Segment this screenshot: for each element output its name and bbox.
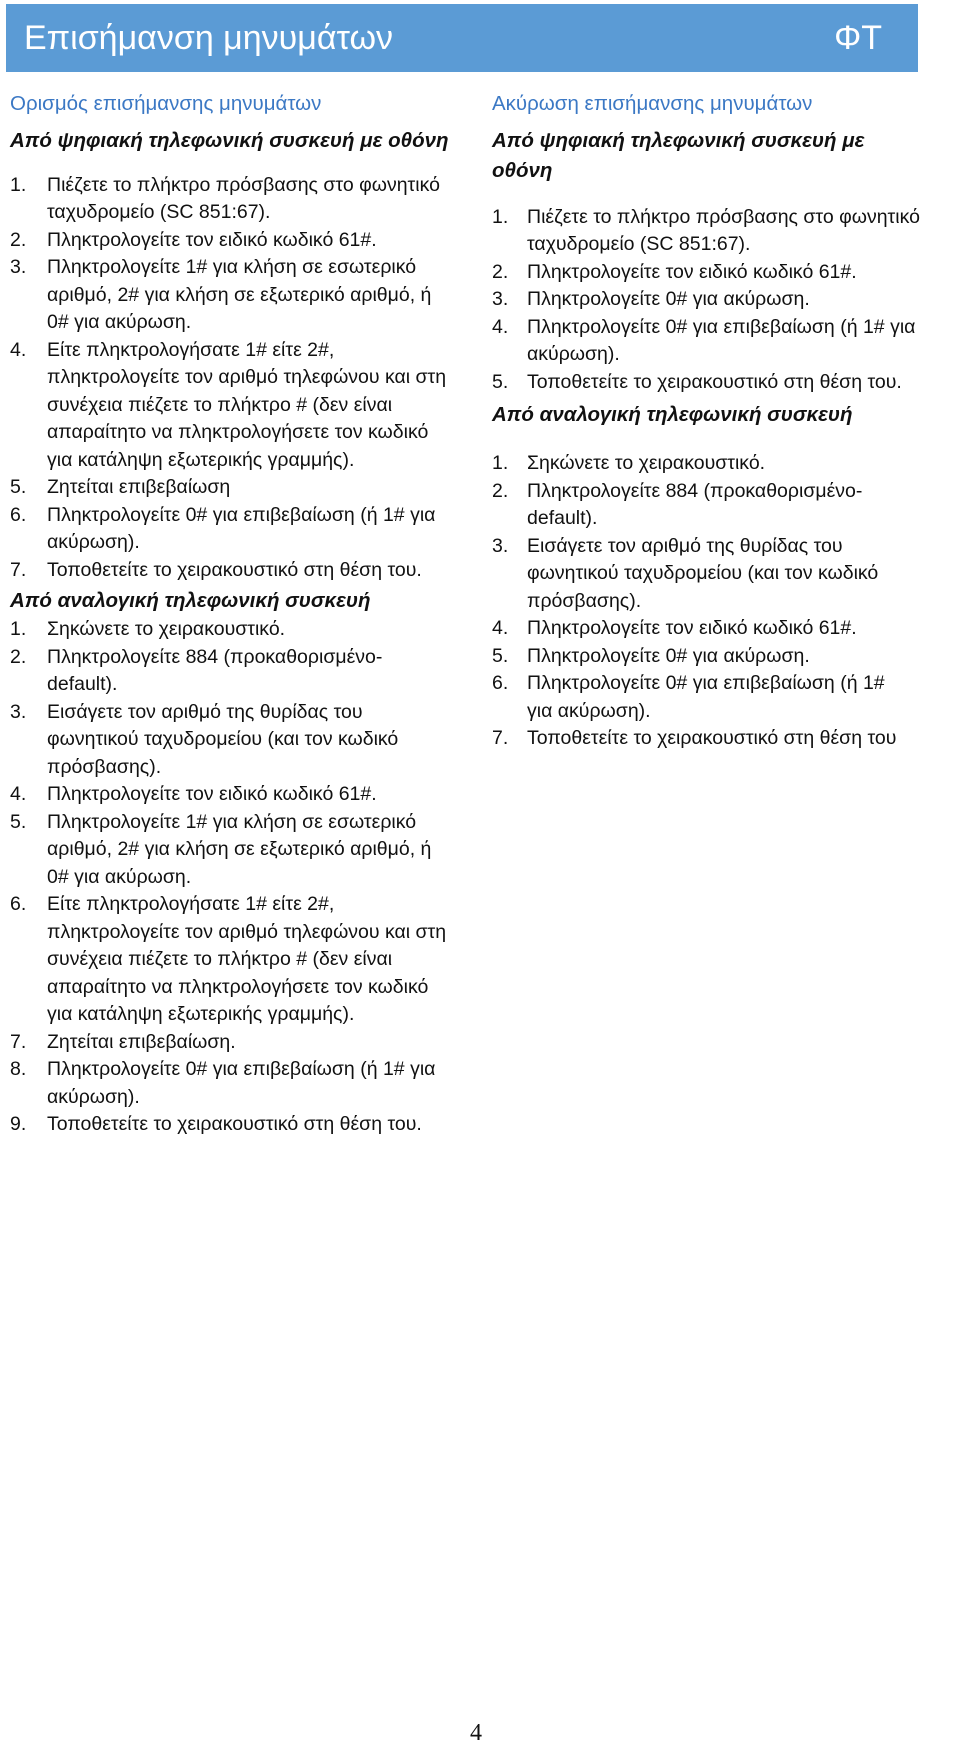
step-number: 3. bbox=[492, 288, 509, 310]
step-text: Πληκτρολογείτε 884 (προκαθορισμένο-default). bbox=[47, 645, 383, 695]
digital-phone-subtitle: Από ψηφιακή τηλεφωνική συσκευή με οθόνη bbox=[10, 128, 449, 152]
step-item bbox=[492, 450, 912, 478]
step-number: 6. bbox=[492, 672, 509, 694]
step-item bbox=[10, 502, 450, 557]
step-text: Πληκτρολογείτε 0# για επιβεβαίωση (ή 1# για ακύρωση). bbox=[527, 315, 916, 365]
step-item bbox=[492, 314, 952, 369]
step-number: 1. bbox=[492, 205, 509, 228]
step-number: 1. bbox=[10, 618, 27, 640]
step-item bbox=[492, 670, 912, 725]
step-text: Τοποθετείτε το χειρακουστικό στη θέση του. bbox=[47, 1113, 422, 1135]
step-item bbox=[10, 1056, 450, 1111]
step-text: Πληκτρολογείτε 0# για επιβεβαίωση (ή 1# για ακύρωση). bbox=[47, 1058, 436, 1108]
step-item bbox=[10, 644, 450, 699]
step-item bbox=[10, 1029, 450, 1057]
step-text: Τοποθετείτε το χειρακουστικό στη θέση του. bbox=[47, 558, 422, 581]
section-title: Ορισμός επισήμανσης μηνυμάτων bbox=[10, 92, 322, 115]
step-item bbox=[492, 615, 912, 643]
step-item bbox=[10, 254, 450, 337]
step-text: Είτε πληκτρολογήσατε 1# είτε 2#, πληκτρολογείτε τον αριθμό τηλεφώνου και στη συνέχεια πιέζετε το πλήκτρο # (δεν είναι απαραίτητο να πληκτρολογήσετε τον κωδικό για κατάληψη εξωτερικής γραμμής). bbox=[47, 893, 447, 1025]
step-text: Πιέζετε το πλήκτρο πρόσβασης στο φωνητικό ταχυδρομείο (SC 851:67). bbox=[527, 205, 920, 255]
step-item bbox=[492, 478, 912, 533]
step-text: Πληκτρολογείτε 0# για ακύρωση. bbox=[527, 644, 810, 667]
step-text: Πληκτρολογείτε τον ειδικό κωδικό 61#. bbox=[527, 617, 857, 639]
section-title: Ακύρωση επισήμανσης μηνυμάτων bbox=[492, 92, 813, 115]
step-number: 6. bbox=[10, 893, 27, 915]
step-text: Πιέζετε το πλήκτρο πρόσβασης στο φωνητικό ταχυδρομείο (SC 851:67). bbox=[47, 173, 440, 223]
language-code: ΦΤ bbox=[834, 19, 882, 57]
step-text: Πληκτρολογείτε 1# για κλήση σε εσωτερικό αριθμό, 2# για κλήση σε εξωτερικό αριθμό, ή 0# για ακύρωση. bbox=[47, 256, 432, 333]
page-header bbox=[6, 4, 918, 72]
step-text: Πληκτρολογείτε 1# για κλήση σε εσωτερικό αριθμό, 2# για κλήση σε εξωτερικό αριθμό, ή 0# για ακύρωση. bbox=[47, 810, 432, 888]
step-item bbox=[492, 369, 952, 397]
step-number: 2. bbox=[10, 645, 27, 668]
step-number: 8. bbox=[10, 1058, 27, 1080]
step-number: 1. bbox=[492, 452, 509, 474]
digital-phone-subtitle: Από ψηφιακή τηλεφωνική συσκευή με οθόνη bbox=[492, 128, 865, 182]
step-text: Πληκτρολογείτε τον ειδικό κωδικό 61#. bbox=[527, 260, 857, 283]
step-item bbox=[492, 286, 952, 314]
step-number: 5. bbox=[10, 810, 27, 833]
steps-list bbox=[10, 172, 450, 585]
step-item bbox=[10, 337, 450, 475]
analog-phone-subtitle: Από αναλογική τηλεφωνική συσκευή bbox=[10, 589, 371, 612]
step-item bbox=[492, 725, 912, 753]
step-text: Πληκτρολογείτε 0# για ακύρωση. bbox=[527, 288, 810, 310]
step-text: Εισάγετε τον αριθμό της θυρίδας του φωνητικού ταχυδρομείου (και τον κωδικό πρόσβασης). bbox=[527, 534, 879, 612]
step-number: 2. bbox=[492, 479, 509, 502]
step-item bbox=[492, 259, 952, 287]
step-item bbox=[10, 474, 450, 502]
step-number: 4. bbox=[492, 617, 509, 639]
step-number: 5. bbox=[492, 370, 509, 393]
step-number: 7. bbox=[10, 558, 27, 581]
step-number: 5. bbox=[10, 476, 27, 498]
step-number: 4. bbox=[492, 315, 509, 338]
steps-list bbox=[10, 616, 450, 1139]
step-number: 7. bbox=[492, 727, 509, 749]
step-text: Είτε πληκτρολογήσατε 1# είτε 2#, πληκτρολογείτε τον αριθμό τηλεφώνου και στη συνέχεια πιέζετε το πλήκτρο # (δεν είναι απαραίτητο να πληκτρολογήσετε τον κωδικό για κατάληψη εξωτερικής γραμμής). bbox=[47, 338, 447, 471]
step-item bbox=[10, 809, 450, 892]
step-text: Σηκώνετε το χειρακουστικό. bbox=[47, 618, 286, 640]
step-item bbox=[10, 1111, 450, 1139]
step-number: 2. bbox=[492, 260, 509, 283]
step-number: 7. bbox=[10, 1030, 27, 1053]
page-title: Επισήμανση μηνυμάτων bbox=[24, 19, 394, 57]
step-text: Πληκτρολογείτε 0# για επιβεβαίωση (ή 1# για ακύρωση). bbox=[527, 672, 885, 722]
step-text: Σηκώνετε το χειρακουστικό. bbox=[527, 452, 766, 474]
step-text: Πληκτρολογείτε τον ειδικό κωδικό 61#. bbox=[47, 228, 377, 251]
step-item bbox=[10, 891, 450, 1029]
step-item bbox=[10, 616, 450, 644]
step-number: 4. bbox=[10, 783, 27, 805]
step-item bbox=[10, 557, 450, 585]
step-text: Εισάγετε τον αριθμό της θυρίδας του φωνητικού ταχυδρομείου (και τον κωδικό πρόσβασης). bbox=[47, 700, 399, 778]
step-text: Ζητείται επιβεβαίωση bbox=[47, 476, 231, 498]
step-number: 6. bbox=[10, 503, 27, 526]
step-number: 5. bbox=[492, 644, 509, 667]
step-number: 4. bbox=[10, 338, 27, 361]
step-number: 3. bbox=[10, 256, 27, 278]
page-number: 4 bbox=[470, 1720, 482, 1746]
steps-list bbox=[492, 450, 912, 753]
set-message-flag-column bbox=[10, 90, 450, 1139]
step-number: 1. bbox=[10, 173, 27, 196]
step-number: 9. bbox=[10, 1113, 27, 1135]
step-number: 3. bbox=[492, 534, 509, 557]
analog-phone-subtitle: Από αναλογική τηλεφωνική συσκευή bbox=[492, 403, 853, 426]
cancel-message-flag-column bbox=[492, 90, 952, 753]
step-text: Πληκτρολογείτε 884 (προκαθορισμένο-default). bbox=[527, 479, 863, 529]
step-text: Ζητείται επιβεβαίωση. bbox=[47, 1030, 236, 1053]
step-item bbox=[492, 643, 912, 671]
steps-list bbox=[492, 204, 952, 397]
step-text: Τοποθετείτε το χειρακουστικό στη θέση του. bbox=[527, 370, 902, 393]
step-text: Τοποθετείτε το χειρακουστικό στη θέση του bbox=[527, 727, 897, 749]
step-item bbox=[10, 699, 450, 782]
step-text: Πληκτρολογείτε 0# για επιβεβαίωση (ή 1# για ακύρωση). bbox=[47, 503, 436, 553]
step-item bbox=[10, 781, 450, 809]
step-item bbox=[492, 533, 912, 616]
step-text: Πληκτρολογείτε τον ειδικό κωδικό 61#. bbox=[47, 783, 377, 805]
step-number: 2. bbox=[10, 228, 27, 251]
step-item bbox=[10, 172, 450, 227]
step-item bbox=[492, 204, 952, 259]
step-number: 3. bbox=[10, 700, 27, 723]
step-item bbox=[10, 227, 450, 255]
